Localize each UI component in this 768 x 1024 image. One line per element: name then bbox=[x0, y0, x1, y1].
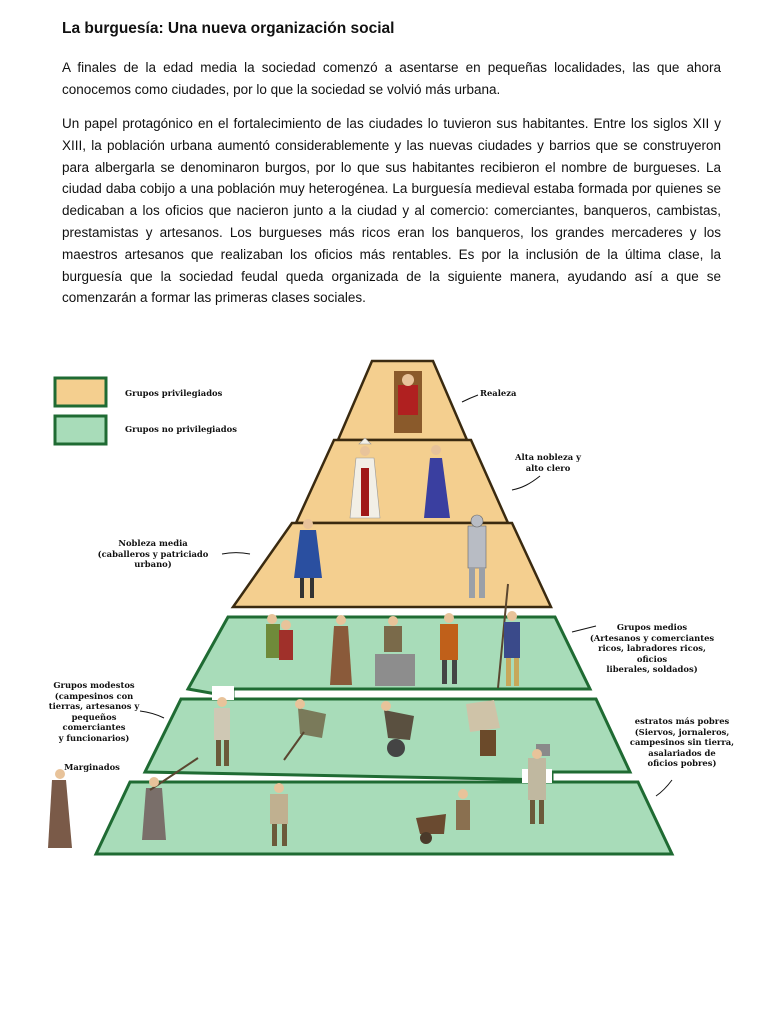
arrow-alta-nobleza bbox=[512, 476, 540, 490]
legend-swatch-privileged bbox=[55, 378, 106, 406]
document-title: La burguesía: Una nueva organización social bbox=[62, 20, 395, 37]
arrow-nobleza-media bbox=[222, 553, 250, 555]
arrow-realeza bbox=[462, 395, 478, 402]
paragraph-intro: A finales de la edad media la sociedad comenzó a asentarse en pequeñas localidades, las que ahora conocemos como ciudades, por lo que la sociedad se volvió más urbana. bbox=[62, 60, 721, 97]
legend-swatch-non-privileged bbox=[55, 416, 106, 444]
legend-label-non-privileged: Grupos no privilegiados bbox=[125, 424, 237, 434]
label-alta-nobleza: Alta nobleza y alto clero bbox=[515, 452, 581, 473]
label-grupos-medios: Grupos medios (Artesanos y comerciantes ricos, labradores ricos, oficios liberales, soldados) bbox=[589, 622, 715, 674]
figure-beggar-icon bbox=[48, 769, 72, 848]
legend-label-privileged: Grupos privilegiados bbox=[125, 388, 223, 398]
label-estratos-pobres: estratos más pobres (Siervos, jornaleros, campesinos sin tierra, asalariados de oficios pobres) bbox=[629, 716, 735, 768]
label-marginados: Marginados bbox=[64, 762, 120, 772]
arrow-estratos-pobres bbox=[656, 780, 672, 796]
social-pyramid-diagram bbox=[0, 340, 768, 870]
label-grupos-modestos: Grupos modestos (campesinos con tierras, artesanos y pequeños comerciantes y funcionarios) bbox=[48, 680, 140, 743]
tier-nobleza-media bbox=[233, 523, 551, 607]
paragraph-burguesia: Un papel protagónico en el fortalecimiento de las ciudades lo tuvieron sus habitantes. Entre los siglos XII y XIII, la población urbana aumentó considerablemente y las nuevas ciudades y barrios que se construyeron para albergarla se denominaron burgos, por lo que sus habitantes recibieron el nombre de burgueses. La ciudad daba cobijo a una población muy heterogénea. La burguesía medieval estaba formada por quienes se dedicaban a los oficios que nacieron junto a la ciudad y al comercio: comerciantes, banqueros, cambistas, prestamistas y artesanos. Los burgueses más ricos eran los banqueros, los grandes mercaderes y los maestros artesanos que realizaban los oficios más rentables. Es por la inclusión de la última clase, la burguesía que la sociedad feudal queda organizada de la siguiente manera, ayudando así a que se comenzarán a formar las primeras clases sociales. bbox=[62, 116, 721, 306]
pyramid-graphic bbox=[0, 340, 768, 870]
figure-king-icon bbox=[394, 371, 422, 433]
label-realeza: Realeza bbox=[480, 388, 517, 398]
tier-alta-nobleza bbox=[296, 440, 508, 523]
label-nobleza-media: Nobleza media (caballeros y patriciado urbano) bbox=[97, 538, 209, 569]
tier-estratos-pobres bbox=[96, 782, 672, 854]
